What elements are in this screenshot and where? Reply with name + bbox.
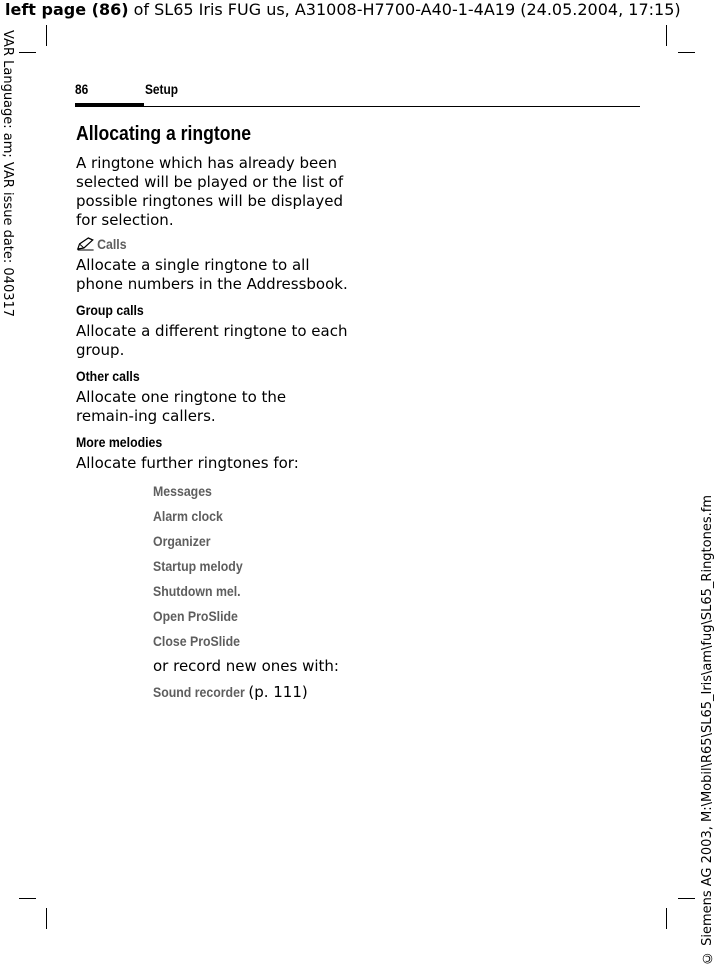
list-item: Shutdown mel.: [153, 583, 241, 599]
crop-mark: [46, 908, 47, 929]
group-calls-text: Allocate a different ringtone to each group.: [76, 322, 348, 359]
intro-paragraph: A ringtone which has already been selected will be played or the list of possible ringtones will be displayed for selection.: [76, 154, 344, 229]
header-page-label: left page (86): [5, 0, 129, 19]
crop-mark: [666, 908, 667, 929]
crop-mark: [678, 898, 695, 899]
content-column: [76, 123, 351, 705]
crop-mark: [46, 25, 47, 46]
crop-mark: [19, 52, 36, 53]
calls-label: Calls: [97, 236, 127, 252]
group-calls-heading: Group calls: [76, 302, 144, 318]
sound-recorder-label: Sound recorder: [153, 684, 245, 700]
page-title: Allocating a ringtone: [76, 123, 252, 145]
other-calls-heading: Other calls: [76, 368, 140, 384]
other-calls-text: Allocate one ringtone to the remain-ing callers.: [76, 388, 287, 425]
crop-mark: [19, 898, 36, 899]
page-number: 86: [75, 81, 89, 97]
list-item: Organizer: [153, 533, 211, 549]
list-item: Startup melody: [153, 558, 243, 574]
section-title: Setup: [145, 81, 179, 97]
crop-mark: [666, 25, 667, 46]
header-rule: [75, 106, 640, 107]
list-item: Messages: [153, 483, 212, 499]
more-melodies-heading: More melodies: [76, 434, 163, 450]
document-header: [5, 0, 715, 20]
sound-recorder-line: [153, 679, 351, 705]
header-doc-info: of SL65 Iris FUG us, A31008-H7700-A40-1-4A19 (24.05.2004, 17:15): [128, 0, 681, 19]
more-melodies-text: Allocate further ringtones for:: [76, 454, 299, 472]
list-item: Open ProSlide: [153, 608, 238, 624]
record-text: or record new ones with:: [153, 657, 339, 675]
left-margin-note: VAR Language: am; VAR issue date: 040317: [0, 30, 15, 318]
calls-heading: [76, 236, 318, 252]
melody-list: [153, 479, 351, 654]
list-item: Close ProSlide: [153, 633, 240, 649]
list-item: Alarm clock: [153, 508, 223, 524]
calls-text: Allocate a single ringtone to all phone numbers in the Addressbook.: [76, 256, 348, 293]
right-margin-note: © Siemens AG 2003, M:\Mobil\R65\SL65_Iris\am\fug\SL65_Ringtones.fm: [700, 494, 715, 965]
pencil-icon: [76, 237, 95, 251]
crop-mark: [678, 52, 695, 53]
page-reference: (p. 111): [248, 683, 308, 701]
